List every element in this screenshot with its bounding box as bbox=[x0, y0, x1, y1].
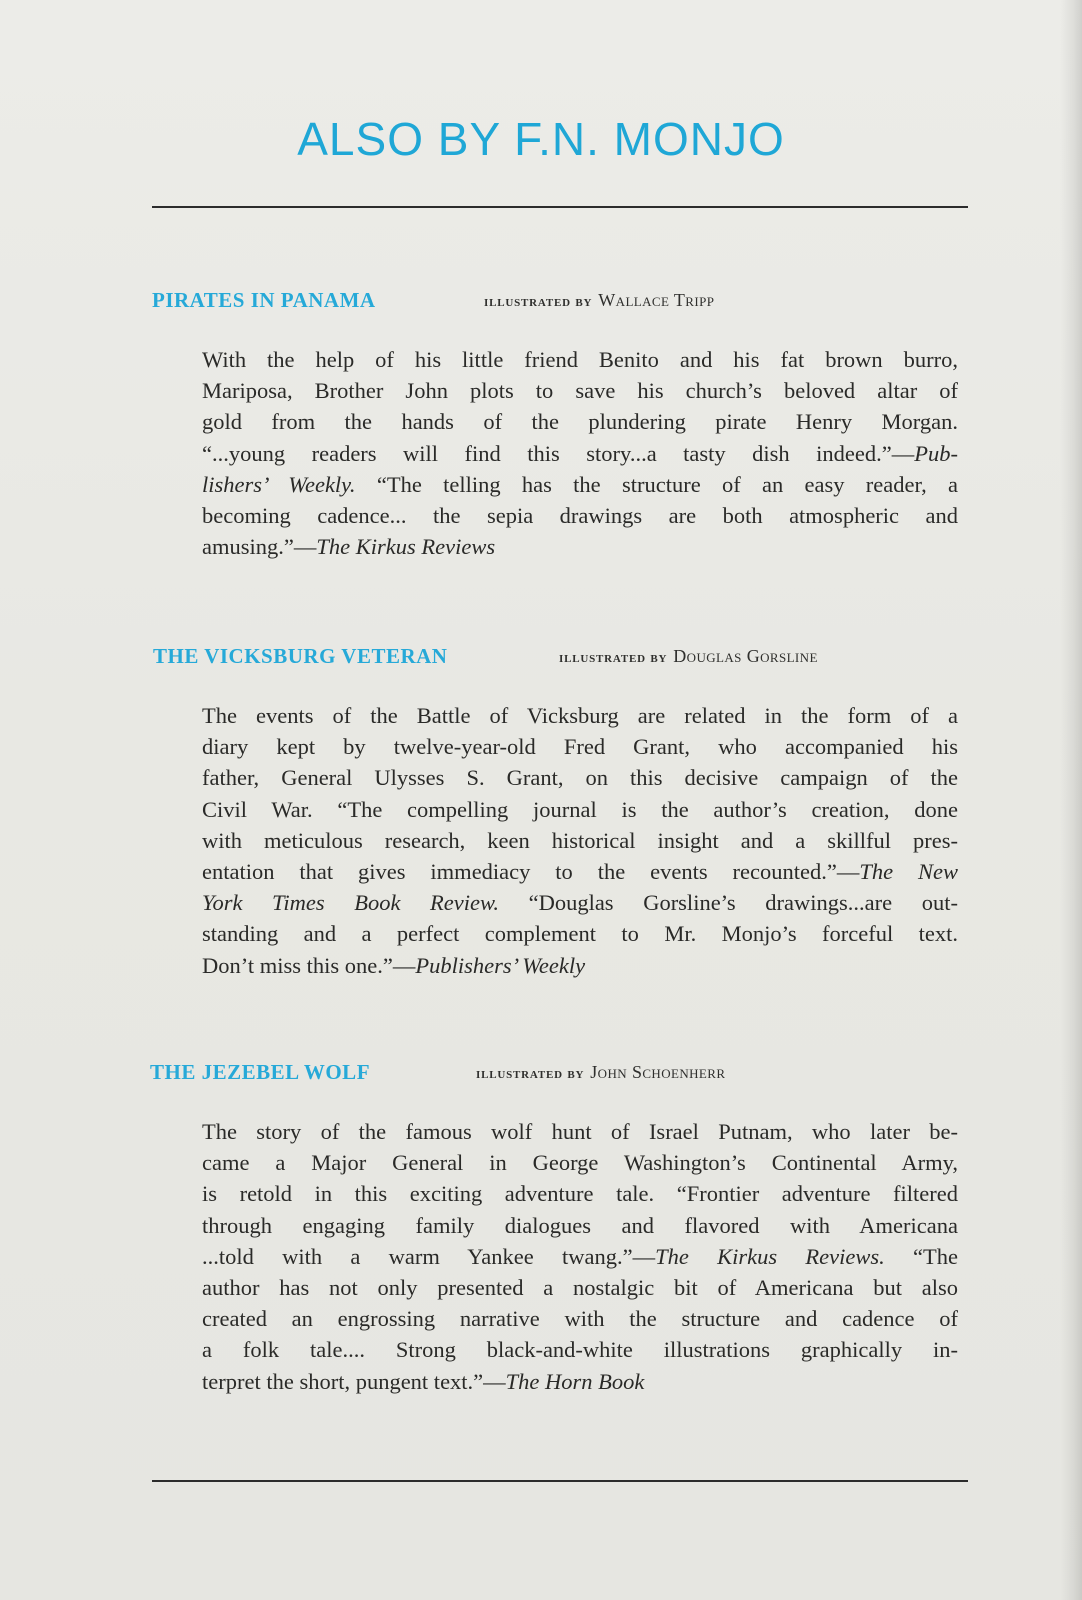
description-line bbox=[202, 1366, 958, 1397]
description-line bbox=[202, 825, 958, 856]
top-divider bbox=[152, 206, 968, 208]
line-text: standing and a perfect complement to Mr. Monjo’s forceful text. bbox=[202, 921, 958, 947]
citation-source: The Kirkus Reviews. bbox=[655, 1243, 885, 1269]
line-text: “...young readers will find this story...a tasty dish indeed.”— bbox=[202, 440, 915, 466]
illustrated-by-label: illustrated by bbox=[476, 1066, 585, 1082]
description-line bbox=[202, 856, 958, 887]
book-header bbox=[0, 288, 1082, 318]
description-line bbox=[202, 794, 958, 825]
citation-source: The New bbox=[859, 859, 958, 885]
page-title: ALSO BY F.N. MONJO bbox=[297, 113, 785, 165]
book-header bbox=[0, 1060, 1082, 1090]
illustrated-by-label: illustrated by bbox=[559, 650, 668, 666]
line-text: author has not only presented a nostalgic bit of Americana but also bbox=[202, 1275, 958, 1301]
book-title: PIRATES IN PANAMA bbox=[152, 288, 376, 312]
line-text: “Douglas Gorsline’s drawings...are out- bbox=[498, 890, 958, 916]
citation-source: The Kirkus Reviews bbox=[316, 534, 496, 560]
citation-source: The Horn Book bbox=[505, 1368, 645, 1394]
description-line bbox=[202, 1116, 958, 1147]
description-line bbox=[202, 500, 958, 531]
description-line bbox=[202, 1241, 958, 1272]
line-text: ...told with a warm Yankee twang.”— bbox=[202, 1243, 656, 1269]
line-text: with meticulous research, keen historical insight and a skillful pres- bbox=[202, 827, 958, 853]
description-line bbox=[202, 1147, 958, 1178]
line-text: came a Major General in George Washington’s Continental Army, bbox=[202, 1150, 958, 1176]
line-text: amusing.”— bbox=[202, 534, 317, 560]
line-text: gold from the hands of the plundering pirate Henry Morgan. bbox=[202, 409, 958, 435]
description-line bbox=[202, 438, 958, 469]
illustrator-credit bbox=[559, 646, 818, 667]
description-line bbox=[202, 344, 958, 375]
illustrated-by-label: illustrated by bbox=[484, 294, 593, 310]
book-header bbox=[0, 644, 1082, 674]
line-text: through engaging family dialogues and flavored with Americana bbox=[202, 1212, 958, 1238]
book-entry-vicksburg-veteran bbox=[0, 644, 1082, 978]
description-line bbox=[202, 918, 958, 949]
book-description bbox=[202, 344, 958, 562]
book-description bbox=[202, 1116, 958, 1397]
book-title: THE JEZEBEL WOLF bbox=[150, 1060, 371, 1084]
citation-source: York Times Book Review. bbox=[202, 890, 499, 916]
line-text: becoming cadence... the sepia drawings are both atmospheric and bbox=[202, 503, 958, 529]
line-text: is retold in this exciting adventure tale. “Frontier adventure filtered bbox=[202, 1181, 958, 1207]
description-line bbox=[202, 762, 958, 793]
description-line bbox=[202, 731, 958, 762]
citation-source: Publishers’ Weekly bbox=[415, 952, 586, 978]
description-line bbox=[202, 887, 958, 918]
description-line bbox=[202, 406, 958, 437]
line-text: Civil War. “The compelling journal is the author’s creation, done bbox=[202, 796, 958, 822]
description-line bbox=[202, 1334, 958, 1365]
description-line bbox=[202, 1178, 958, 1209]
book-title: THE VICKSBURG VETERAN bbox=[153, 644, 448, 668]
line-text: a folk tale.... Strong black-and-white illustrations graphically in- bbox=[202, 1337, 958, 1363]
description-line bbox=[202, 700, 958, 731]
description-line bbox=[202, 1272, 958, 1303]
page-edge-shadow bbox=[1060, 0, 1082, 1600]
book-entry-pirates-in-panama bbox=[0, 288, 1082, 560]
line-text: Don’t miss this one.”— bbox=[202, 952, 416, 978]
description-line bbox=[202, 375, 958, 406]
line-text: The story of the famous wolf hunt of Israel Putnam, who later be- bbox=[202, 1119, 958, 1144]
description-line bbox=[202, 531, 958, 562]
description-line bbox=[202, 469, 958, 500]
description-line bbox=[202, 1210, 958, 1241]
illustrator-name: John Schoenherr bbox=[590, 1062, 726, 1082]
citation-source: Pub- bbox=[914, 440, 958, 466]
line-text: “The telling has the structure of an easy reader, a bbox=[355, 471, 958, 497]
line-text: created an engrossing narrative with the structure and cadence of bbox=[202, 1306, 958, 1332]
line-text: diary kept by twelve-year-old Fred Grant, who accompanied his bbox=[202, 734, 958, 760]
line-text: Mariposa, Brother John plots to save his church’s beloved altar of bbox=[202, 378, 958, 404]
description-line bbox=[202, 1303, 958, 1334]
line-text: entation that gives immediacy to the events recounted.”— bbox=[202, 859, 860, 885]
citation-source: lishers’ Weekly. bbox=[202, 471, 356, 497]
book-description bbox=[202, 700, 958, 981]
illustrator-name: Douglas Gorsline bbox=[673, 646, 818, 666]
line-text: “The bbox=[884, 1243, 958, 1269]
book-entry-jezebel-wolf bbox=[0, 1060, 1082, 1394]
line-text: With the help of his little friend Benito and his fat brown burro, bbox=[202, 347, 958, 372]
line-text: father, General Ulysses S. Grant, on this decisive campaign of the bbox=[202, 765, 958, 791]
line-text: The events of the Battle of Vicksburg are related in the form of a bbox=[202, 703, 958, 728]
illustrator-credit bbox=[476, 1062, 725, 1083]
description-line bbox=[202, 950, 958, 981]
bottom-divider bbox=[152, 1480, 968, 1482]
illustrator-name: Wallace Tripp bbox=[598, 290, 715, 310]
line-text: terpret the short, pungent text.”— bbox=[202, 1368, 506, 1394]
illustrator-credit bbox=[484, 290, 714, 311]
